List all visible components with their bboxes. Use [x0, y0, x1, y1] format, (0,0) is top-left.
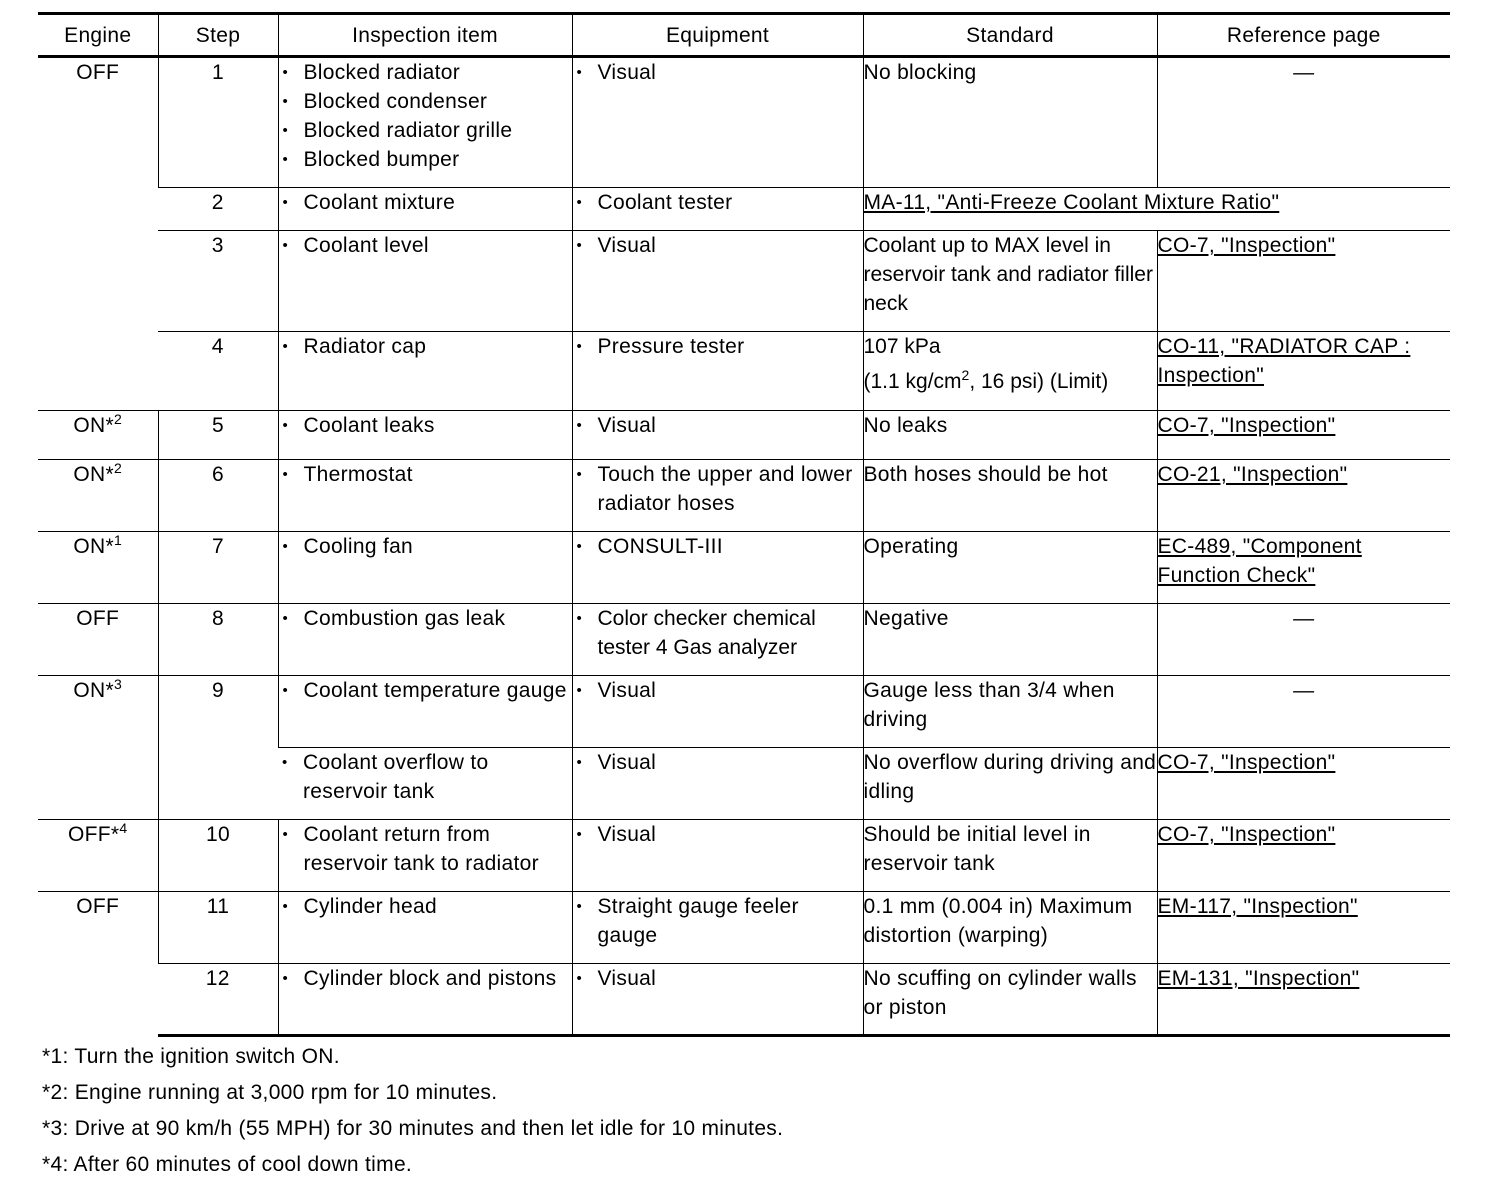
reference-link[interactable]: EM-131, "Inspection" [1157, 967, 1360, 990]
header-standard: Standard [863, 14, 1157, 57]
standard-cell: Gauge less than 3/4 when driving [863, 676, 1157, 748]
table-row-step-11 [38, 892, 1450, 964]
reference-cell [1157, 231, 1450, 332]
superscript: 2 [961, 367, 970, 383]
reference-cell [1157, 964, 1450, 1036]
step-cell: 4 [158, 332, 278, 411]
equipment-item: • Visual [573, 964, 863, 993]
inspection-item: • Thermostat [279, 460, 572, 489]
reference-cell: — [1157, 604, 1450, 676]
standard-cell: No overflow during driving and idling [863, 748, 1157, 820]
step-cell: 12 [158, 964, 278, 1036]
inspection-item: • Coolant return from reservoir tank to radiator [279, 820, 572, 878]
equipment-cell [572, 964, 863, 1036]
equipment-item: • Color checker chemical tester 4 Gas analyzer [573, 604, 863, 662]
footnote-ref: 3 [113, 676, 123, 692]
inspection-item: • Blocked radiator [279, 58, 572, 87]
table-row-step-6 [38, 460, 1450, 532]
inspection-item-cell [278, 604, 572, 676]
inspection-item: • Blocked bumper [279, 145, 572, 174]
reference-cell [1157, 820, 1450, 892]
header-inspection-item: Inspection item [278, 14, 572, 57]
engine-cell: ON*$^2$ [38, 411, 158, 460]
inspection-item: • Combustion gas leak [279, 604, 572, 633]
reference-cell [1157, 460, 1450, 532]
table-row-step-5 [38, 411, 1450, 460]
standard-line: 107 kPa [863, 335, 941, 358]
reference-cell [1157, 748, 1450, 820]
reference-link[interactable]: CO-7, "Inspection" [1157, 234, 1336, 257]
reference-cell: — [1157, 676, 1450, 748]
standard-cell [863, 332, 1157, 411]
equipment-cell [572, 676, 863, 748]
equipment-cell [572, 460, 863, 532]
equipment-item: • Straight gauge feeler gauge [573, 892, 863, 950]
equipment-item: • Visual [573, 411, 863, 440]
footnote-ref: 4 [119, 820, 128, 836]
footnote: *1: Turn the ignition switch ON. [42, 1045, 340, 1068]
equipment-cell [572, 57, 863, 188]
inspection-item: • Cooling fan [279, 532, 572, 561]
inspection-item: • Blocked radiator grille [279, 116, 572, 145]
inspection-item-cell [278, 411, 572, 460]
step-cell: 8 [158, 604, 278, 676]
inspection-item: • Coolant level [279, 231, 572, 260]
equipment-item: • CONSULT-III [573, 532, 863, 561]
engine-cell: OFF*$^4$ [38, 820, 158, 892]
standard-cell: Both hoses should be hot [863, 460, 1157, 532]
inspection-item: • Coolant temperature gauge [279, 676, 572, 705]
table-row-step-1 [38, 57, 1450, 188]
step-cell: 2 [158, 188, 278, 231]
step-cell: 1 [158, 57, 278, 188]
engine-cell: ON*$^3$ [38, 676, 158, 820]
header-row [38, 14, 1450, 57]
equipment-cell [572, 332, 863, 411]
reference-cell [863, 188, 1450, 231]
step-cell: 5 [158, 411, 278, 460]
header-equipment: Equipment [572, 14, 863, 57]
inspection-item: • Radiator cap [279, 332, 572, 361]
equipment-item: • Coolant tester [573, 188, 863, 217]
standard-line: (1.1 $kg/cm^2$, 16 psi) (Limit) [863, 367, 1109, 393]
engine-cell: OFF [38, 892, 158, 1036]
reference-link[interactable]: CO-7, "Inspection" [1157, 751, 1336, 774]
equipment-cell [572, 411, 863, 460]
reference-cell [1157, 332, 1450, 411]
step-cell: 6 [158, 460, 278, 532]
standard-cell: 0.1 mm (0.004 in) Maximum distortion (warping) [863, 892, 1157, 964]
equipment-item: • Visual [573, 58, 863, 87]
reference-link[interactable]: MA-11, "Anti-Freeze Coolant Mixture Ratio" [863, 191, 1280, 214]
reference-link[interactable]: EM-117, "Inspection" [1157, 895, 1358, 918]
inspection-item-cell [278, 188, 572, 231]
table-row-step-8 [38, 604, 1450, 676]
equipment-item: • Touch the upper and lower radiator hoses [573, 460, 863, 518]
inspection-item: • Coolant overflow to reservoir tank [278, 748, 572, 806]
inspection-item-cell [278, 231, 572, 332]
inspection-item-cell [278, 748, 572, 820]
standard-cell: Coolant up to MAX level in reservoir tank and radiator filler neck [863, 231, 1157, 332]
equipment-cell [572, 231, 863, 332]
engine-cell: OFF [38, 604, 158, 676]
footnote: *4: After 60 minutes of cool down time. [42, 1153, 413, 1176]
reference-link[interactable]: CO-21, "Inspection" [1157, 463, 1348, 486]
standard-cell: Negative [863, 604, 1157, 676]
standard-cell: Operating [863, 532, 1157, 604]
reference-cell [1157, 532, 1450, 604]
reference-cell [1157, 892, 1450, 964]
equipment-item: • Visual [573, 231, 863, 260]
equipment-cell [572, 532, 863, 604]
table-row-step-7 [38, 532, 1450, 604]
header-reference-page: Reference page [1157, 14, 1450, 57]
step-cell: 10 [158, 820, 278, 892]
standard-cell: No scuffing on cylinder walls or piston [863, 964, 1157, 1036]
equipment-cell [572, 892, 863, 964]
inspection-item: • Coolant mixture [279, 188, 572, 217]
inspection-item-cell [278, 57, 572, 188]
table-row-step-2 [38, 188, 1450, 231]
reference-cell: — [1157, 57, 1450, 188]
equipment-cell [572, 188, 863, 231]
step-cell: 7 [158, 532, 278, 604]
footnote-ref: 2 [113, 411, 123, 427]
standard-cell: No blocking [863, 57, 1157, 188]
footnotes [42, 1044, 783, 1188]
table-row-step-4 [38, 332, 1450, 411]
inspection-item-cell [278, 892, 572, 964]
step-cell: 3 [158, 231, 278, 332]
reference-link[interactable]: CO-7, "Inspection" [1157, 414, 1336, 437]
footnote-ref: 2 [113, 460, 123, 476]
reference-cell [1157, 411, 1450, 460]
equipment-item: • Visual [573, 676, 863, 705]
inspection-item: • Blocked condenser [279, 87, 572, 116]
table-row-step-12 [38, 964, 1450, 1036]
inspection-item-cell [278, 460, 572, 532]
footnote: *2: Engine running at 3,000 rpm for 10 minutes. [42, 1081, 498, 1104]
equipment-cell [572, 820, 863, 892]
table-row-step-10 [38, 820, 1450, 892]
inspection-item: • Coolant leaks [279, 411, 572, 440]
footnote-ref: 1 [113, 532, 123, 548]
equipment-item: • Visual [573, 820, 863, 849]
table-row-step-9 [38, 676, 1450, 748]
inspection-item: • Cylinder block and pistons [279, 964, 572, 993]
inspection-item-cell [278, 332, 572, 411]
equipment-item: • Pressure tester [573, 332, 863, 361]
header-step: Step [158, 14, 278, 57]
equipment-cell [572, 604, 863, 676]
step-cell: 11 [158, 892, 278, 964]
engine-cell: ON*$^2$ [38, 460, 158, 532]
inspection-item-cell [278, 964, 572, 1036]
footnote: *3: Drive at 90 km/h (55 MPH) for 30 minutes and then let idle for 10 minutes. [42, 1117, 784, 1140]
standard-cell: No leaks [863, 411, 1157, 460]
inspection-table [38, 12, 1450, 1037]
reference-link[interactable]: EC-489, "Component Function Check" [1157, 535, 1362, 587]
header-engine: Engine [38, 14, 158, 57]
inspection-item: • Cylinder head [279, 892, 572, 921]
equipment-item: • Visual [573, 748, 863, 777]
engine-cell: ON*$^1$ [38, 532, 158, 604]
inspection-item-cell [278, 820, 572, 892]
equipment-cell [572, 748, 863, 820]
reference-link[interactable]: CO-7, "Inspection" [1157, 823, 1336, 846]
inspection-item-cell [278, 676, 572, 748]
inspection-item-cell [278, 532, 572, 604]
standard-cell: Should be initial level in reservoir tank [863, 820, 1157, 892]
step-cell: 9 [158, 676, 278, 820]
engine-cell: OFF [38, 57, 158, 411]
reference-link[interactable]: CO-11, "RADIATOR CAP : Inspection" [1157, 335, 1411, 387]
table-row-step-3 [38, 231, 1450, 332]
